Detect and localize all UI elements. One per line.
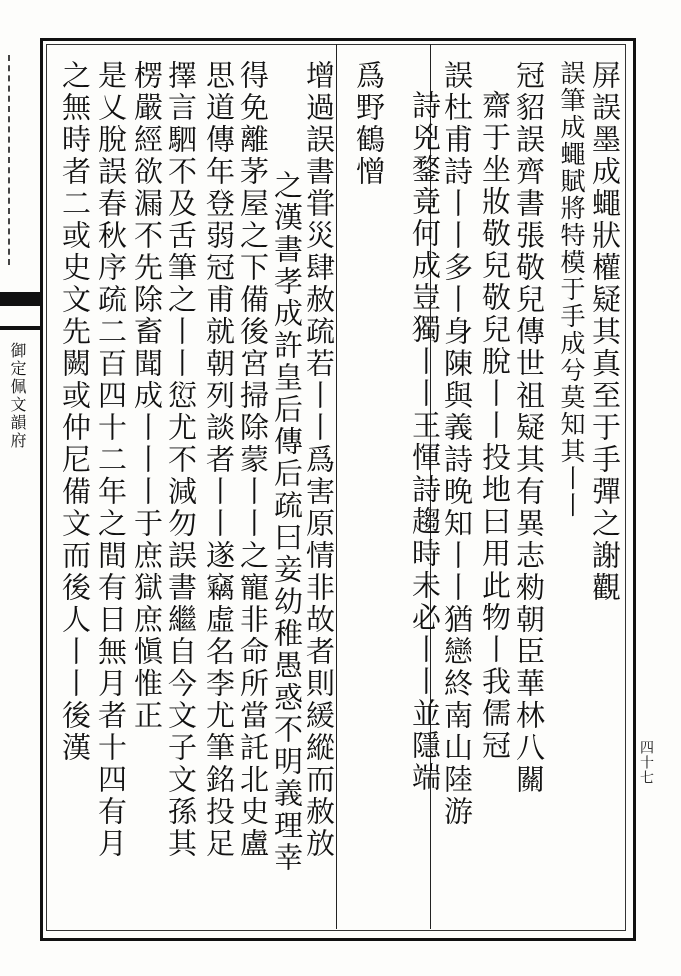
text-column: 增過誤書甞災肆赦疏若丨丨爲害原情非故者則緩縱而赦放 bbox=[302, 60, 336, 860]
margin-tick-marks bbox=[8, 55, 34, 265]
column-rule bbox=[336, 44, 337, 929]
text-column: 冠貂誤齊書張敬兒傳世祖疑其有異志勑朝臣華林八關 bbox=[512, 60, 546, 796]
text-column: 詩兇鍪竟何成豈獨丨丨王惲詩趨時未必丨丨並隱端 bbox=[408, 90, 442, 794]
text-column: 擇言駟不及舌筆之丨丨愆尤不減勿誤書繼自今文子文孫其 bbox=[164, 60, 198, 860]
text-column: 得免離茅屋之下備後宮掃除蒙丨丨之寵非命所當託北史盧 bbox=[236, 60, 270, 860]
text-column: 誤筆成蠅賦將特模于手成兮莫知其丨丨 bbox=[557, 60, 586, 519]
text-column: 誤杜甫詩丨丨多丨身陳與義詩晚知丨丨猶戀終南山陸游 bbox=[440, 60, 474, 828]
text-column: 爲野鶴憎 bbox=[352, 60, 386, 188]
page-margin bbox=[0, 0, 38, 976]
text-column: 之漢書孝成許皇后傳后疏曰妾幼稚愚惑不明義理幸 bbox=[270, 170, 304, 874]
text-column: 是乂脫誤春秋序疏二百四十二年之間有日無月者十四有月 bbox=[94, 60, 128, 860]
text-column: 楞嚴經欲漏不先除畜聞成丨丨丨于庶獄庶愼惟正 bbox=[130, 60, 164, 732]
text-column: 屏誤墨成蠅狀權疑其真至于手彈之謝觀 bbox=[588, 60, 622, 604]
margin-bar bbox=[0, 292, 40, 306]
folio-number: 四十七 bbox=[638, 740, 654, 785]
text-column: 之無時者二或史文先闕或仲尼備文而後人丨丨後漢 bbox=[58, 60, 92, 764]
margin-book-title: 御定佩文韻府 bbox=[8, 342, 27, 450]
margin-bar-thin bbox=[0, 326, 40, 330]
text-column: 思道傳年登弱冠甫就朝列談者丨丨遂竊虛名李尤筆銘投足 bbox=[202, 60, 236, 860]
text-column: 齋于坐妝敬兒敬兒脫丨丨投地曰用此物丨我儒冠 bbox=[478, 90, 512, 762]
column-rule bbox=[430, 44, 431, 929]
